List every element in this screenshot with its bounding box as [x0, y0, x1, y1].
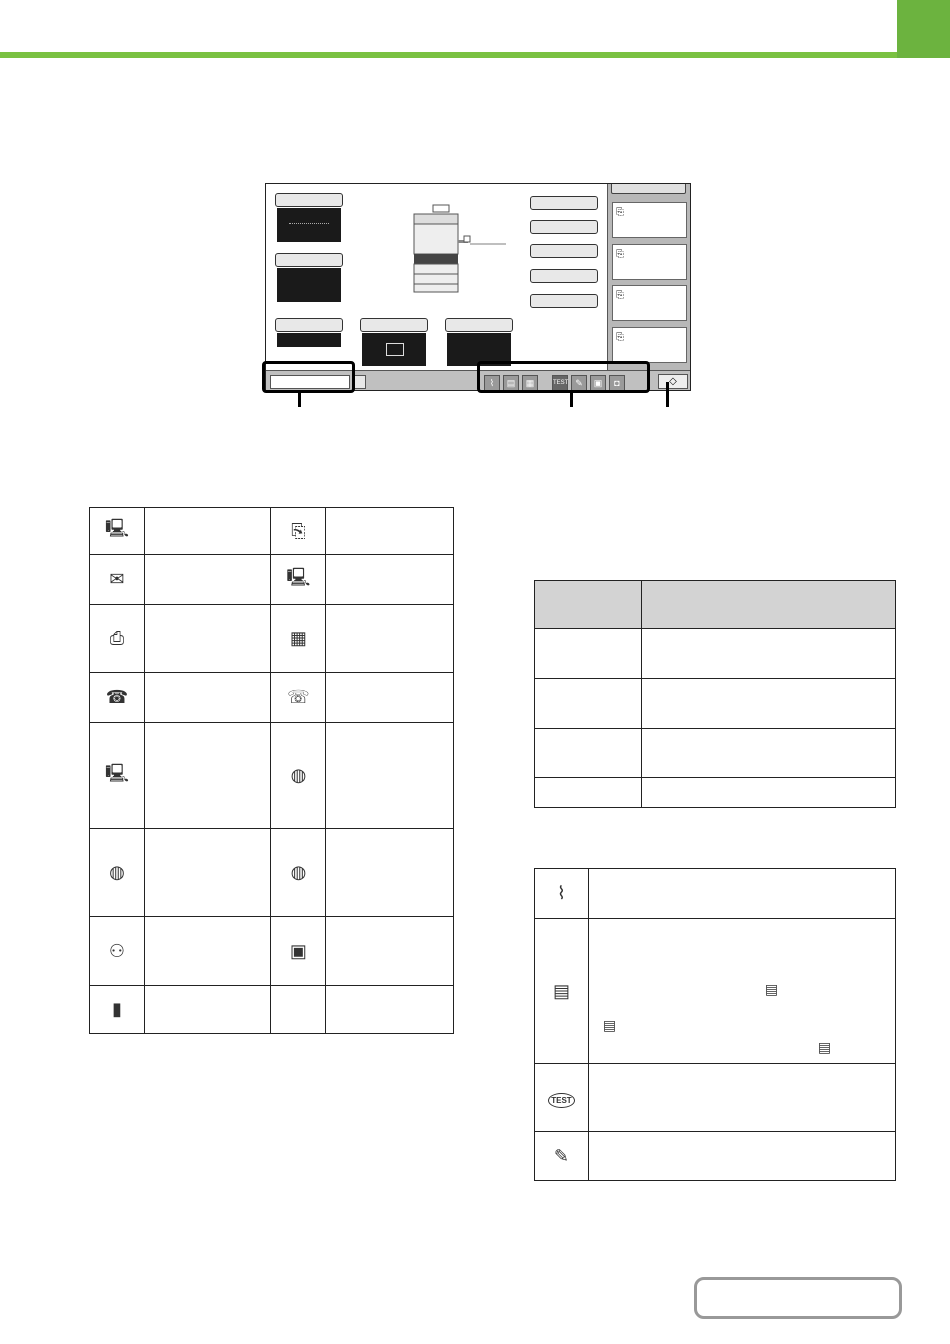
direct-smtp-icon: ⚇	[90, 917, 145, 986]
job-item[interactable]	[612, 327, 687, 363]
print-job-icon: 🖳	[90, 508, 145, 555]
home-key[interactable]	[658, 374, 688, 389]
mode-key-image-send[interactable]	[275, 253, 343, 267]
contents-button[interactable]	[694, 1277, 902, 1319]
memory-icon: ▤	[602, 1017, 617, 1033]
tool-icon: ✎	[571, 375, 587, 391]
right-key-3[interactable]	[530, 244, 598, 258]
page-header	[0, 0, 950, 58]
callout-leader-1	[298, 393, 301, 407]
fax-data-icon: ▦	[522, 375, 538, 391]
job-item[interactable]	[612, 202, 687, 238]
mode-table	[534, 580, 896, 808]
copy-job-icon: ⎘	[616, 207, 624, 218]
mode-key-paper[interactable]	[360, 318, 428, 332]
test-icon: TEST	[552, 375, 568, 391]
email-send-icon: ✉	[90, 555, 145, 605]
tandem-copy-icon: ▣	[271, 917, 326, 986]
callout-job-status	[262, 361, 355, 393]
copy-job-icon: ⎘	[616, 290, 624, 301]
callout-leader-3	[666, 382, 669, 407]
lock-icon: ◘	[609, 375, 625, 391]
header-accent-line	[0, 52, 950, 58]
memory-icon: ▤	[535, 919, 589, 1064]
internet-fax-receive-icon: ◍	[90, 829, 145, 917]
machine-image	[406, 202, 516, 297]
line-icon: ⌇	[535, 869, 589, 919]
test-icon: TEST	[535, 1064, 589, 1132]
right-key-1[interactable]	[530, 196, 598, 210]
job-status-pane	[607, 184, 691, 391]
data-receive-icon: ▮	[90, 986, 145, 1034]
touch-panel-screen	[265, 183, 691, 391]
header-tab[interactable]	[897, 0, 950, 58]
memory-icon: ▤	[503, 375, 519, 391]
pc-internet-fax-send-icon: ◍	[271, 829, 326, 917]
mode-panel-paper	[362, 333, 426, 366]
right-key-2[interactable]	[530, 220, 598, 234]
right-key-5[interactable]	[530, 294, 598, 308]
copy-job-icon: ⎘	[616, 332, 624, 343]
home-icon: ◇	[669, 376, 677, 387]
memory-icon: ▤	[817, 1039, 832, 1055]
callout-system-icons	[477, 361, 650, 393]
mode-panel-image-send	[277, 268, 341, 302]
mode-panel-copy	[277, 208, 341, 242]
pc-fax-send-icon: 🖳	[90, 723, 145, 829]
job-status-tab[interactable]	[611, 183, 686, 194]
job-item[interactable]	[612, 285, 687, 321]
mode-key-other[interactable]	[445, 318, 513, 332]
line-icon: ⌇	[484, 375, 500, 391]
copy-job-icon: ⎘	[616, 249, 624, 260]
job-item[interactable]	[612, 244, 687, 280]
callout-leader-2	[570, 393, 573, 407]
internet-fax-send-icon: ◍	[271, 723, 326, 829]
mode-key-copy[interactable]	[275, 193, 343, 207]
mode-key-document-filing[interactable]	[275, 318, 343, 332]
right-key-4[interactable]	[530, 269, 598, 283]
network-folder-send-icon: ⎙	[90, 605, 145, 673]
system-icon-table	[534, 868, 896, 1181]
job-status-button[interactable]	[354, 375, 366, 389]
fax-send-icon: ☎	[90, 673, 145, 723]
fax-receive-icon: ☏	[271, 673, 326, 723]
ftp-desktop-send-icon: 🖳	[271, 555, 326, 605]
copy-job-icon: ⎘	[271, 508, 326, 555]
network-icon: ▣	[590, 375, 606, 391]
toner-icon: ✎	[535, 1132, 589, 1181]
scan-to-usb-icon: ▦	[271, 605, 326, 673]
mode-panel-document-filing	[277, 333, 341, 347]
memory-icon: ▤	[764, 981, 779, 997]
job-status-icon-table	[89, 507, 454, 1034]
